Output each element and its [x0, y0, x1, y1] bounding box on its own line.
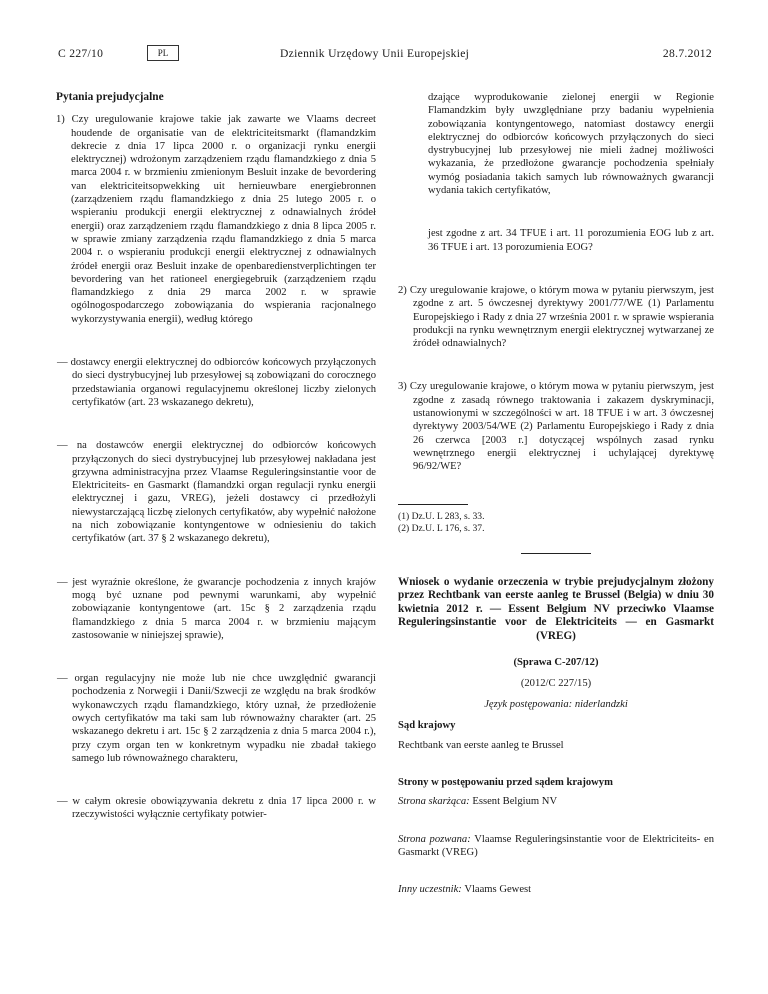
continuation-text: dzające wyprodukowanie zielonej energii w Regionie Flamandzkim były uwzględniane przy badaniu wypełnienia zobowiązania kontyngentowego, natomiast dostawcy energii elektrycznej do odbiorców końcowych przyłączonych do sieci dystrybucyjnej lub przesyłowej nie mieli żadnej możliwości wykazania, że przedłożone gwarancje pochodzenia spełniały wymóg posiadania takich samych lub równoważnych gwarancji wydania takich certyfikatów, [428, 92, 714, 197]
dash-item-3: — jest wyraźnie określone, że gwarancje pochodzenia z innych krajów mogą być uznane pod pewnymi warunkami, aby wypełnić zobowiązanie kontyngentowe (art. 15c § 2 zarządzenia rządu flamandzkiego z dnia 5 marca 2004 r. w brzmieniu mającym zastosowanie w niniejszej sprawie), [57, 576, 376, 641]
plaintiff-line [398, 795, 714, 808]
parties-heading: Strony w postępowaniu przed sądem krajowym [398, 776, 613, 788]
footnote-2: (2) Dz.U. L 176, s. 37. [398, 522, 485, 534]
footnote-1: (1) Dz.U. L 283, s. 33. [398, 510, 485, 522]
case-reference: (2012/C 227/15) [520, 677, 592, 689]
defendant-name: Vlaamse Reguleringsinstantie voor de Elektriciteits- en Gasmarkt (VREG) [398, 833, 714, 858]
case-title: Wniosek o wydanie orzeczenia w trybie prejudycjalnym złożony przez Rechtbank van eerste aanleg te Brussel (Belgia) w dniu 30 kwietnia 2012 r. — Essent Belgium NV przeciwko Vlaamse Reguleringsinstantie voor de Elektriciteits — en Gasmarkt (VREG) [398, 575, 714, 642]
left-column [56, 91, 376, 822]
procedure-language: Język postępowania: niderlandzki [484, 699, 628, 711]
dash-item-4: — organ regulacyjny nie może lub nie chce uwzględnić gwarancji pochodzenia z Norwegii i Danii/Szwecji ze względu na brak środków wykonawczych rządu flamandzkiego, który uznał, że przedłożenie owych certyfikatów ma taki sam lub równoważny charakter (art. 25 wskazanego dekretu i art. 15c § 2 zarządzenia z dnia 5 marca 2004 r.), przy czym organ ten w konkretnym wypadku nie zbadał takiego samego lub równoważnego charakteru, [57, 673, 376, 764]
dash-item-1: — dostawcy energii elektrycznej do odbiorców końcowych przyłączonych do sieci dystrybucyjnej lub przesyłowej są zobowiązani do corocznego przedstawiania organowi regulacyjnemu określonej liczby zielonych certyfikatów (art. 23 wskazanego dekretu), [57, 357, 376, 408]
journal-title: Dziennik Urzędowy Unii Europejskiej [280, 47, 470, 60]
section-heading: Pytania prejudycjalne [56, 91, 164, 103]
court-heading: Sąd krajowy [398, 720, 456, 732]
defendant-label: Strona pozwana: [398, 833, 471, 845]
dash-item-5: — w całym okresie obowiązywania dekretu z dnia 17 lipca 2000 r. w rzeczywistości wyłącznie certyfikaty potwier- [57, 796, 376, 821]
dash-item-2: — na dostawców energii elektrycznej do odbiorców końcowych przyłączonych do sieci dystrybucyjnej lub przesyłowej nakładana jest grzywna administracyjna przez Vlaamse Reguleringsinstantie voor de Elektriciteits- en Gasmarkt (flamandzki organ regulacji rynku energii elektrycznej i gazu, VREG), jeżeli dostawcy ci przedłożyli niewystarczającą liczbę zielonych certyfikatów, aby wypełnić nałożone na nich zobowiązanie kontyngentowe w odniesieniu do takich certyfikatów (art. 37 § 2 wskazanego dekretu), [57, 440, 376, 545]
intervener-name: Vlaams Gewest [464, 884, 532, 896]
plaintiff-label: Strona skarżąca: [398, 796, 470, 808]
defendant-line [398, 833, 714, 860]
language-badge: PL [147, 45, 179, 61]
question-2: 2) Czy uregulowanie krajowe, o którym mowa w pytaniu pierwszym, jest zgodne z art. 5 ówczesnej dyrektywy 2001/77/WE (1) Parlamentu Europejskiego i Rady z dnia 27 września 2001 r. w sprawie wspierania produkcji na rynku wewnętrznym energii elektrycznej wytwarzanej ze źródeł odnawialnych? [398, 284, 714, 350]
right-column [398, 91, 714, 896]
question-1: 1) Czy uregulowanie krajowe takie jak zawarte we Vlaams decreet houdende de organisatie van de elektriciteitsmarkt (flamandzkim dekrecie z dnia 17 lipca 2000 r. o organizacji rynku energii elektrycznej) wdrożonym zarządzeniem rządu flamandzkiego z dnia 5 marca 2004 r. w brzmieniu zmienionym Besluit inzake de bevordering van elektriciteitsopwekking uit hernieuwbare energiebronnen (zarządzeniem rządu flamandzkiego z dnia 25 lutego 2005 r. o wspieraniu produkcji energii elektrycznej z odnawialnych źródeł energii) oraz zarządzeniem rządu flamandzkiego z dnia 8 lipca 2005 r. w sprawie zmiany zarządzenia rządu flamandzkiego z dnia 5 marca 2004 r. o wspieraniu produkcji energii elektrycznej z odnawialnych źródeł energii oraz Besluit inzake de openbaredienstverplichtingen ter bevordering van het rationeel energiegebruik (zarządzeniem rządu flamandzkiego z dnia 29 marca 2002 r. w sprawie ogólnogospodarczego zobowiązania do wspierania racjonalnego wykorzystywania energii), według którego [56, 114, 376, 325]
page-ref: C 227/10 [58, 47, 104, 60]
case-number: (Sprawa C-207/12) [513, 656, 599, 668]
intervener-line [398, 883, 714, 896]
court-name: Rechtbank van eerste aanleg te Brussel [398, 739, 564, 751]
intervener-label: Inny uczestnik: [398, 884, 462, 896]
question-3: 3) Czy uregulowanie krajowe, o którym mowa w pytaniu pierwszym, jest zgodne z zasadą równego traktowania i zakazem dyskryminacji, ustanowionymi w szczególności w art. 18 TFUE i w art. 3 ówczesnej dyrektywy 2003/54/WE (2) Parlamentu Europejskiego i Rady z dnia 26 czerwca [2003 r.] dotyczącej wspólnych zasad rynku wewnętrznego energii elektrycznej i uchylającej dyrektywę 96/92/WE? [398, 381, 714, 473]
footnote-rule [398, 504, 468, 505]
question-1-end: jest zgodne z art. 34 TFUE i art. 11 porozumienia EOG lub z art. 36 TFUE i art. 13 porozumienia EOG? [428, 228, 714, 253]
plaintiff-name: Essent Belgium NV [472, 796, 558, 808]
issue-date: 28.7.2012 [662, 47, 712, 60]
